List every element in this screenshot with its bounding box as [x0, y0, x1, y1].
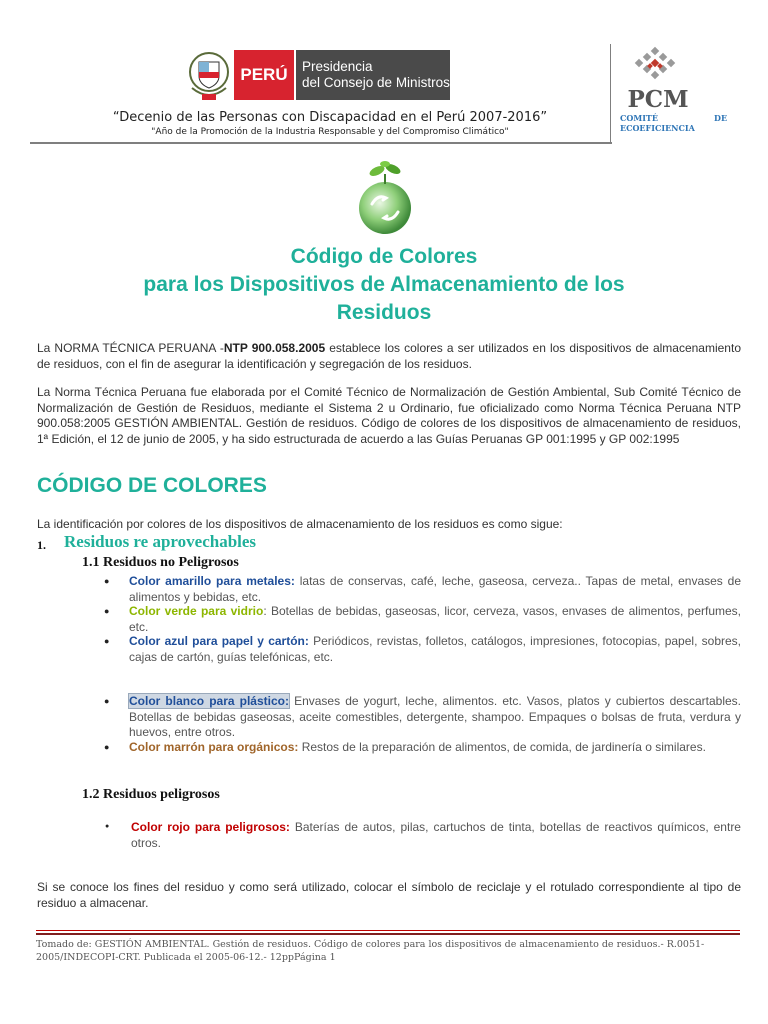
presidencia-line1: Presidencia: [302, 59, 373, 74]
presidencia-logo: [296, 50, 450, 100]
presidencia-line2: del Consejo de Ministros: [302, 75, 450, 90]
bullet-dot: ●: [105, 823, 110, 830]
subsection-1-2: 1.2 Residuos peligrosos: [82, 787, 220, 802]
item-text: Restos de la preparación de alimentos, de comida, de jardinería o similares.: [298, 740, 706, 754]
item-label: Color rojo para peligrosos:: [131, 820, 290, 834]
identification-text: La identificación por colores de los dispositivos de almacenamiento de los residuos es como sigue:: [37, 517, 563, 531]
comite-line2: ECOEFICIENCIA: [620, 123, 695, 133]
pcm-text: PCM: [627, 86, 689, 113]
peru-coat-of-arms-icon: [188, 48, 230, 102]
decenio-text: “Decenio de las Personas con Discapacidad en el Perú 2007-2016”: [112, 110, 548, 125]
peru-logo: [234, 50, 294, 100]
item-label: Color verde para vidrio: [129, 604, 264, 618]
comite-text: [620, 113, 695, 133]
item-label: Color azul para papel y cartón:: [129, 634, 309, 648]
footer-text: Tomado de: GESTIÓN AMBIENTAL. Gestión de residuos. Código de colores para los dispositivos de almacenamiento de residuos.- R.0051-2005/INDECOPI-CRT. Publicada el 2005-06-12.- 12ppPágina 1: [36, 939, 705, 963]
bullet-dot: ●: [104, 742, 110, 752]
bullet-dot: ●: [104, 606, 110, 616]
item-text: latas de conservas, café, leche, gaseosa, cerveza.. Tapas de metal, envases de alimentos y bebidas, etc.: [129, 574, 741, 604]
ntp-code: NTP 900.058.2005: [223, 341, 326, 355]
list-item: [131, 820, 741, 851]
list-item: [129, 604, 741, 635]
closing-paragraph: Si se conoce los fines del residuo y como será utilizado, colocar el símbolo de reciclaje y el rotulado correspondiente al tipo de residuo a almacenar.: [37, 880, 741, 910]
header-vertical-divider: [610, 44, 611, 144]
subsection-1-1: 1.1 Residuos no Peligrosos: [82, 555, 239, 570]
intro-p1-c: establece los colores a ser utilizados en los dispositivos de almacenamiento de residuos, con el fin de asegurar la identificación y segregación de los residuos.: [37, 341, 741, 371]
footer-divider-thin: [36, 930, 740, 931]
item-text: Periódicos, revistas, folletos, catálogos, impresiones, fotocopias, papel, sobres, cajas de cartón, guías telefónicas, etc.: [129, 634, 741, 664]
peru-text: PERÚ: [240, 65, 288, 84]
item-label: Color marrón para orgánicos:: [129, 740, 299, 754]
intro-paragraph-1: [37, 341, 741, 372]
list-item: [129, 634, 741, 665]
list-item: [129, 694, 741, 741]
intro-paragraph-2: La Norma Técnica Peruana fue elaborada por el Comité Técnico de Normalización de Gestión Ambiental, Sub Comité Técnico de Normalización de Gestión de Residuos, mediante el Sistema 2 u Ordinario, fue oficializado como Norma Técnica Peruana NTP 900.058:2005 GESTIÓN AMBIENTAL. Gestión de residuos. Código de colores de los dispositivos de almacenamiento de residuos, 1ª Edición, el 12 de junio de 2005, y ha sido estructurada de acuerdo a las Guías Peruanas GP 001:1995 y GP 002:1995: [37, 385, 741, 446]
item-text: : Botellas de bebidas, gaseosas, licor, cerveza, vasos, envases de alimentos, perfumes, etc.: [129, 604, 741, 634]
title-line1: Código de Colores: [290, 245, 478, 268]
item-label: Color amarillo para metales:: [129, 574, 295, 588]
bullet-dot: ●: [104, 576, 110, 586]
title-line2: para los Dispositivos de Almacenamiento de los: [143, 273, 625, 296]
recycling-globe-icon: [356, 160, 414, 236]
item-label-highlighted: Color blanco para plástico:: [129, 694, 289, 708]
section-heading: CÓDIGO DE COLORES: [37, 474, 267, 497]
comite-de-text: DE: [714, 113, 728, 123]
item-text: Envases de yogurt, leche, alimentos. etc. Vasos, platos y cubiertos descartables. Botellas de bebidas gaseosas, aceite comestibles, detergente, shampoo. Empaques o bolsas de fruta, verdura y huevos, entre otros.: [129, 694, 742, 739]
title-line3: Residuos: [336, 301, 432, 324]
list-item: [129, 574, 741, 605]
intro-p1-a: La NORMA TÉCNICA PERUANA -: [37, 341, 224, 355]
comite-line1: COMITÉ: [620, 113, 658, 123]
header-divider: [30, 142, 612, 144]
list-item: [129, 740, 741, 756]
anio-text: "Año de la Promoción de la Industria Responsable y del Compromiso Climático": [151, 127, 509, 137]
footer-divider-thick: [36, 933, 740, 935]
bullet-dot: ●: [104, 636, 110, 646]
item-text: Baterías de autos, pilas, cartuchos de tinta, botellas de reactivos químicos, entre otros.: [131, 820, 741, 850]
section-1-number: 1.: [37, 538, 46, 552]
section-1-title: Residuos re aprovechables: [64, 532, 257, 551]
bullet-dot: ●: [104, 696, 110, 706]
